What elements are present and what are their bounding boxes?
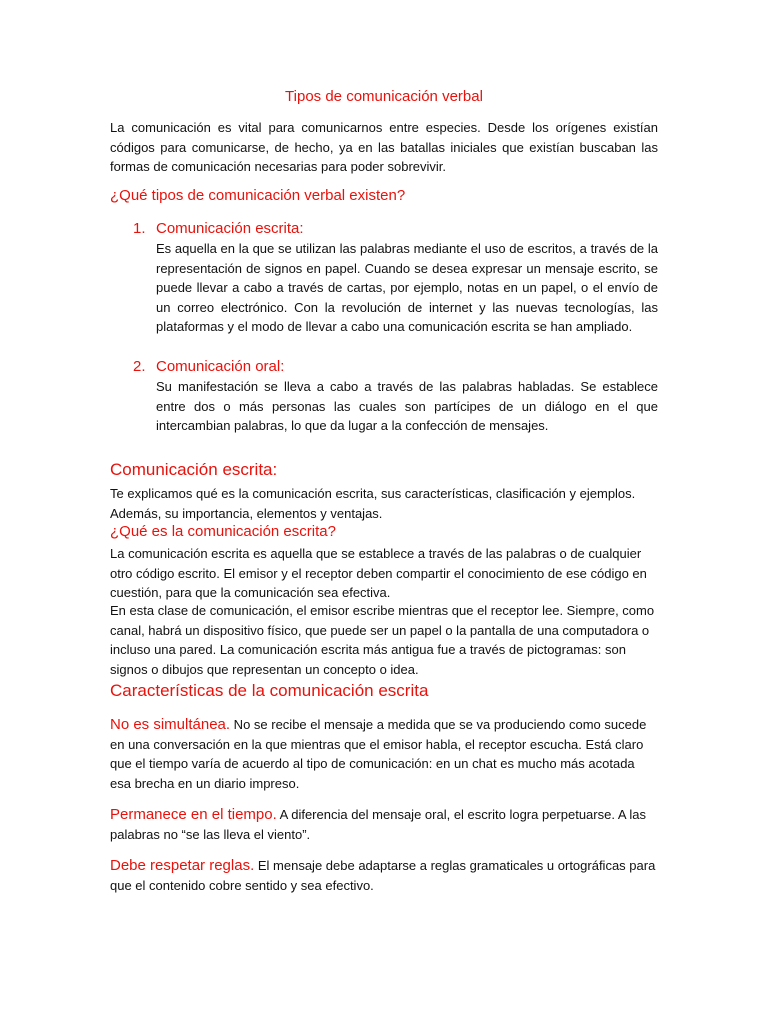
list-item-body-oral: Su manifestación se lleva a cabo a través de las palabras habladas. Se establece entre dos o más personas las cuales son partícipes de un diálogo en el que intercambian palabras, lo que da lugar a la confección de mensajes.	[156, 379, 658, 433]
list-number-1: 1.	[133, 220, 146, 237]
characteristic-lead: No es simultánea.	[110, 716, 231, 733]
section-escrita-intro: Te explicamos qué es la comunicación escrita, sus características, clasificación y ejemplos. Además, su importancia, elementos y ventajas.	[110, 486, 636, 521]
characteristic-lead: Debe respetar reglas.	[110, 857, 255, 874]
characteristics-heading: Características de la comunicación escrita	[110, 681, 429, 700]
list-number-2: 2.	[133, 358, 146, 375]
section-escrita-heading: Comunicación escrita:	[110, 460, 278, 479]
characteristic-text: A diferencia del mensaje oral, el escrito logra perpetuarse. A las palabras no “se las lleva el viento”.	[110, 807, 647, 842]
characteristic-text: No se recibe el mensaje a medida que se va produciendo como sucede en una conversación en la que mientras que el emisor habla, el receptor escucha. Está claro que el tiempo varía de acuerdo al tipo de comunicación: en un chat es mucho más acotada esa brecha en un diario impreso.	[110, 717, 647, 791]
section-escrita-paragraph-1: La comunicación escrita es aquella que se establece a través de las palabras o de cualquier otro código escrito. El emisor y el receptor deben compartir el conocimiento de ese código en cuestión, para que la comunicación sea efectiva.	[110, 546, 647, 600]
list-item-body-escrita: Es aquella en la que se utilizan las palabras mediante el uso de escritos, a través de la representación de signos en papel. Cuando se desea expresar un mensaje escrito, se puede llevar a cabo a través de cartas, por ejemplo, notas en un papel, o el envío de un correo electrónico. Con la revolución de internet y las nuevas tecnologías, las plataformas y el modo de llevar a cabo una comunicación escrita se han ampliado.	[156, 241, 658, 334]
section-escrita-paragraph-2: En esta clase de comunicación, el emisor escribe mientras que el receptor lee. Siempre, como canal, habrá un dispositivo físico, que puede ser un papel o la pantalla de una computadora o incluso una pared. La comunicación escrita más antigua fue a través de pictogramas: son signos o dibujos que representan un concepto o idea.	[110, 603, 655, 677]
list-item-title-oral: Comunicación oral:	[156, 358, 285, 375]
characteristic-item	[110, 805, 658, 844]
characteristic-text: El mensaje debe adaptarse a reglas gramaticales u ortográficas para que el contenido cobre sentido y sea efectivo.	[110, 858, 656, 893]
intro-paragraph: La comunicación es vital para comunicarnos entre especies. Desde los orígenes existían códigos para comunicarse, de hecho, ya en las batallas iniciales que existían buscaban las formas de comunicación necesarias para poder sobrevivir.	[110, 120, 658, 174]
question-types-heading: ¿Qué tipos de comunicación verbal existen?	[110, 187, 406, 204]
list-item-title-escrita: Comunicación escrita:	[156, 220, 304, 237]
document-title: Tipos de comunicación verbal	[285, 88, 483, 105]
characteristic-item	[110, 715, 658, 793]
characteristic-item	[110, 856, 658, 895]
what-is-escrita-heading: ¿Qué es la comunicación escrita?	[110, 523, 336, 540]
characteristic-lead: Permanece en el tiempo.	[110, 806, 277, 823]
